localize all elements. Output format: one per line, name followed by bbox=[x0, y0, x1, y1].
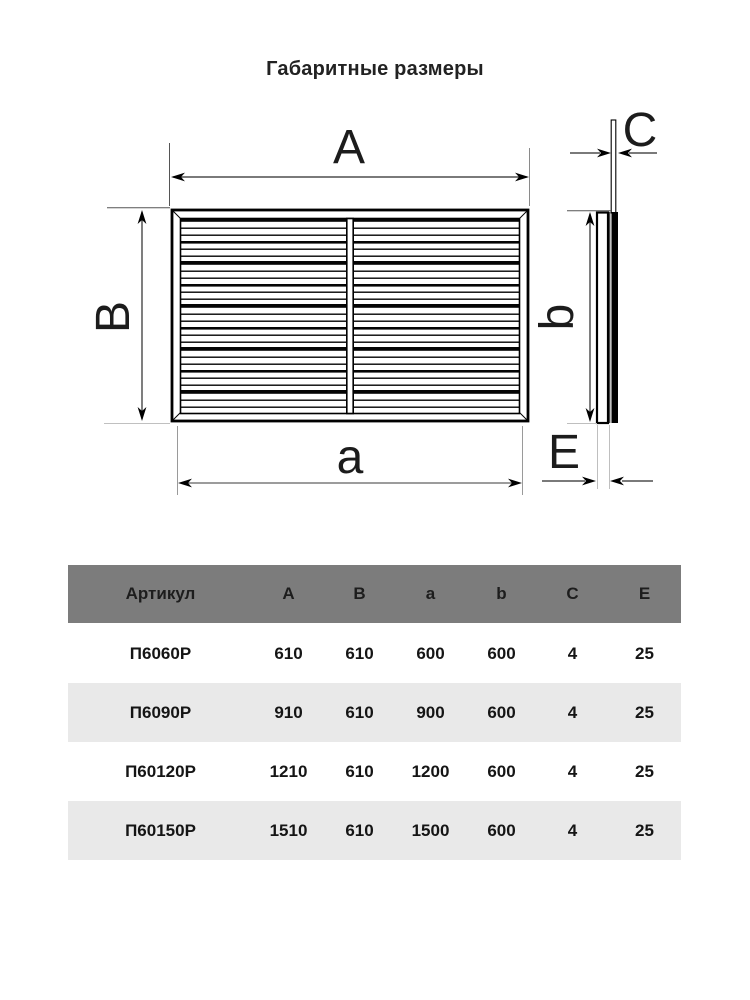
value-cell: 25 bbox=[608, 742, 681, 801]
col-header-E: E bbox=[608, 565, 681, 623]
col-header-a: a bbox=[395, 565, 466, 623]
dim-label-C: C bbox=[622, 104, 658, 157]
value-cell: 600 bbox=[395, 624, 466, 683]
article-cell: П60150Р bbox=[68, 801, 253, 860]
dim-label-a: a bbox=[336, 431, 364, 484]
value-cell: 25 bbox=[608, 683, 681, 742]
col-header-article: Артикул bbox=[68, 565, 253, 623]
value-cell: 25 bbox=[608, 801, 681, 860]
col-header-b: b bbox=[466, 565, 537, 623]
value-cell: 610 bbox=[324, 624, 395, 683]
value-cell: 600 bbox=[466, 683, 537, 742]
side-panel bbox=[612, 212, 619, 423]
dim-label-A: A bbox=[332, 121, 366, 174]
value-cell: 1510 bbox=[253, 801, 324, 860]
value-cell: 4 bbox=[537, 624, 608, 683]
value-cell: 4 bbox=[537, 801, 608, 860]
col-header-B: B bbox=[324, 565, 395, 623]
value-cell: 600 bbox=[466, 801, 537, 860]
dimensions-table bbox=[68, 565, 681, 860]
side-frame bbox=[597, 213, 608, 424]
article-cell: П6060Р bbox=[68, 624, 253, 683]
value-cell: 610 bbox=[253, 624, 324, 683]
dimension-A bbox=[170, 121, 530, 206]
value-cell: 910 bbox=[253, 683, 324, 742]
side-view bbox=[597, 120, 618, 423]
value-cell: 610 bbox=[324, 742, 395, 801]
front-view bbox=[172, 210, 528, 421]
value-cell: 1200 bbox=[395, 742, 466, 801]
dim-label-B: B bbox=[86, 300, 140, 334]
value-cell: 4 bbox=[537, 742, 608, 801]
page-title: Габаритные размеры bbox=[266, 58, 484, 80]
value-cell: 1500 bbox=[395, 801, 466, 860]
value-cell: 610 bbox=[324, 683, 395, 742]
side-flange bbox=[611, 120, 616, 213]
dim-label-b: b bbox=[530, 303, 584, 331]
col-header-A: A bbox=[253, 565, 324, 623]
article-cell: П6090Р bbox=[68, 683, 253, 742]
value-cell: 900 bbox=[395, 683, 466, 742]
dimension-a bbox=[178, 426, 523, 495]
col-header-C: C bbox=[537, 565, 608, 623]
dimension-E bbox=[542, 425, 653, 489]
value-cell: 25 bbox=[608, 624, 681, 683]
dimension-B bbox=[87, 208, 170, 424]
value-cell: 610 bbox=[324, 801, 395, 860]
dim-label-E: E bbox=[547, 426, 581, 479]
value-cell: 600 bbox=[466, 742, 537, 801]
center-mullion bbox=[347, 219, 353, 414]
value-cell: 1210 bbox=[253, 742, 324, 801]
value-cell: 600 bbox=[466, 624, 537, 683]
value-cell: 4 bbox=[537, 683, 608, 742]
article-cell: П60120Р bbox=[68, 742, 253, 801]
